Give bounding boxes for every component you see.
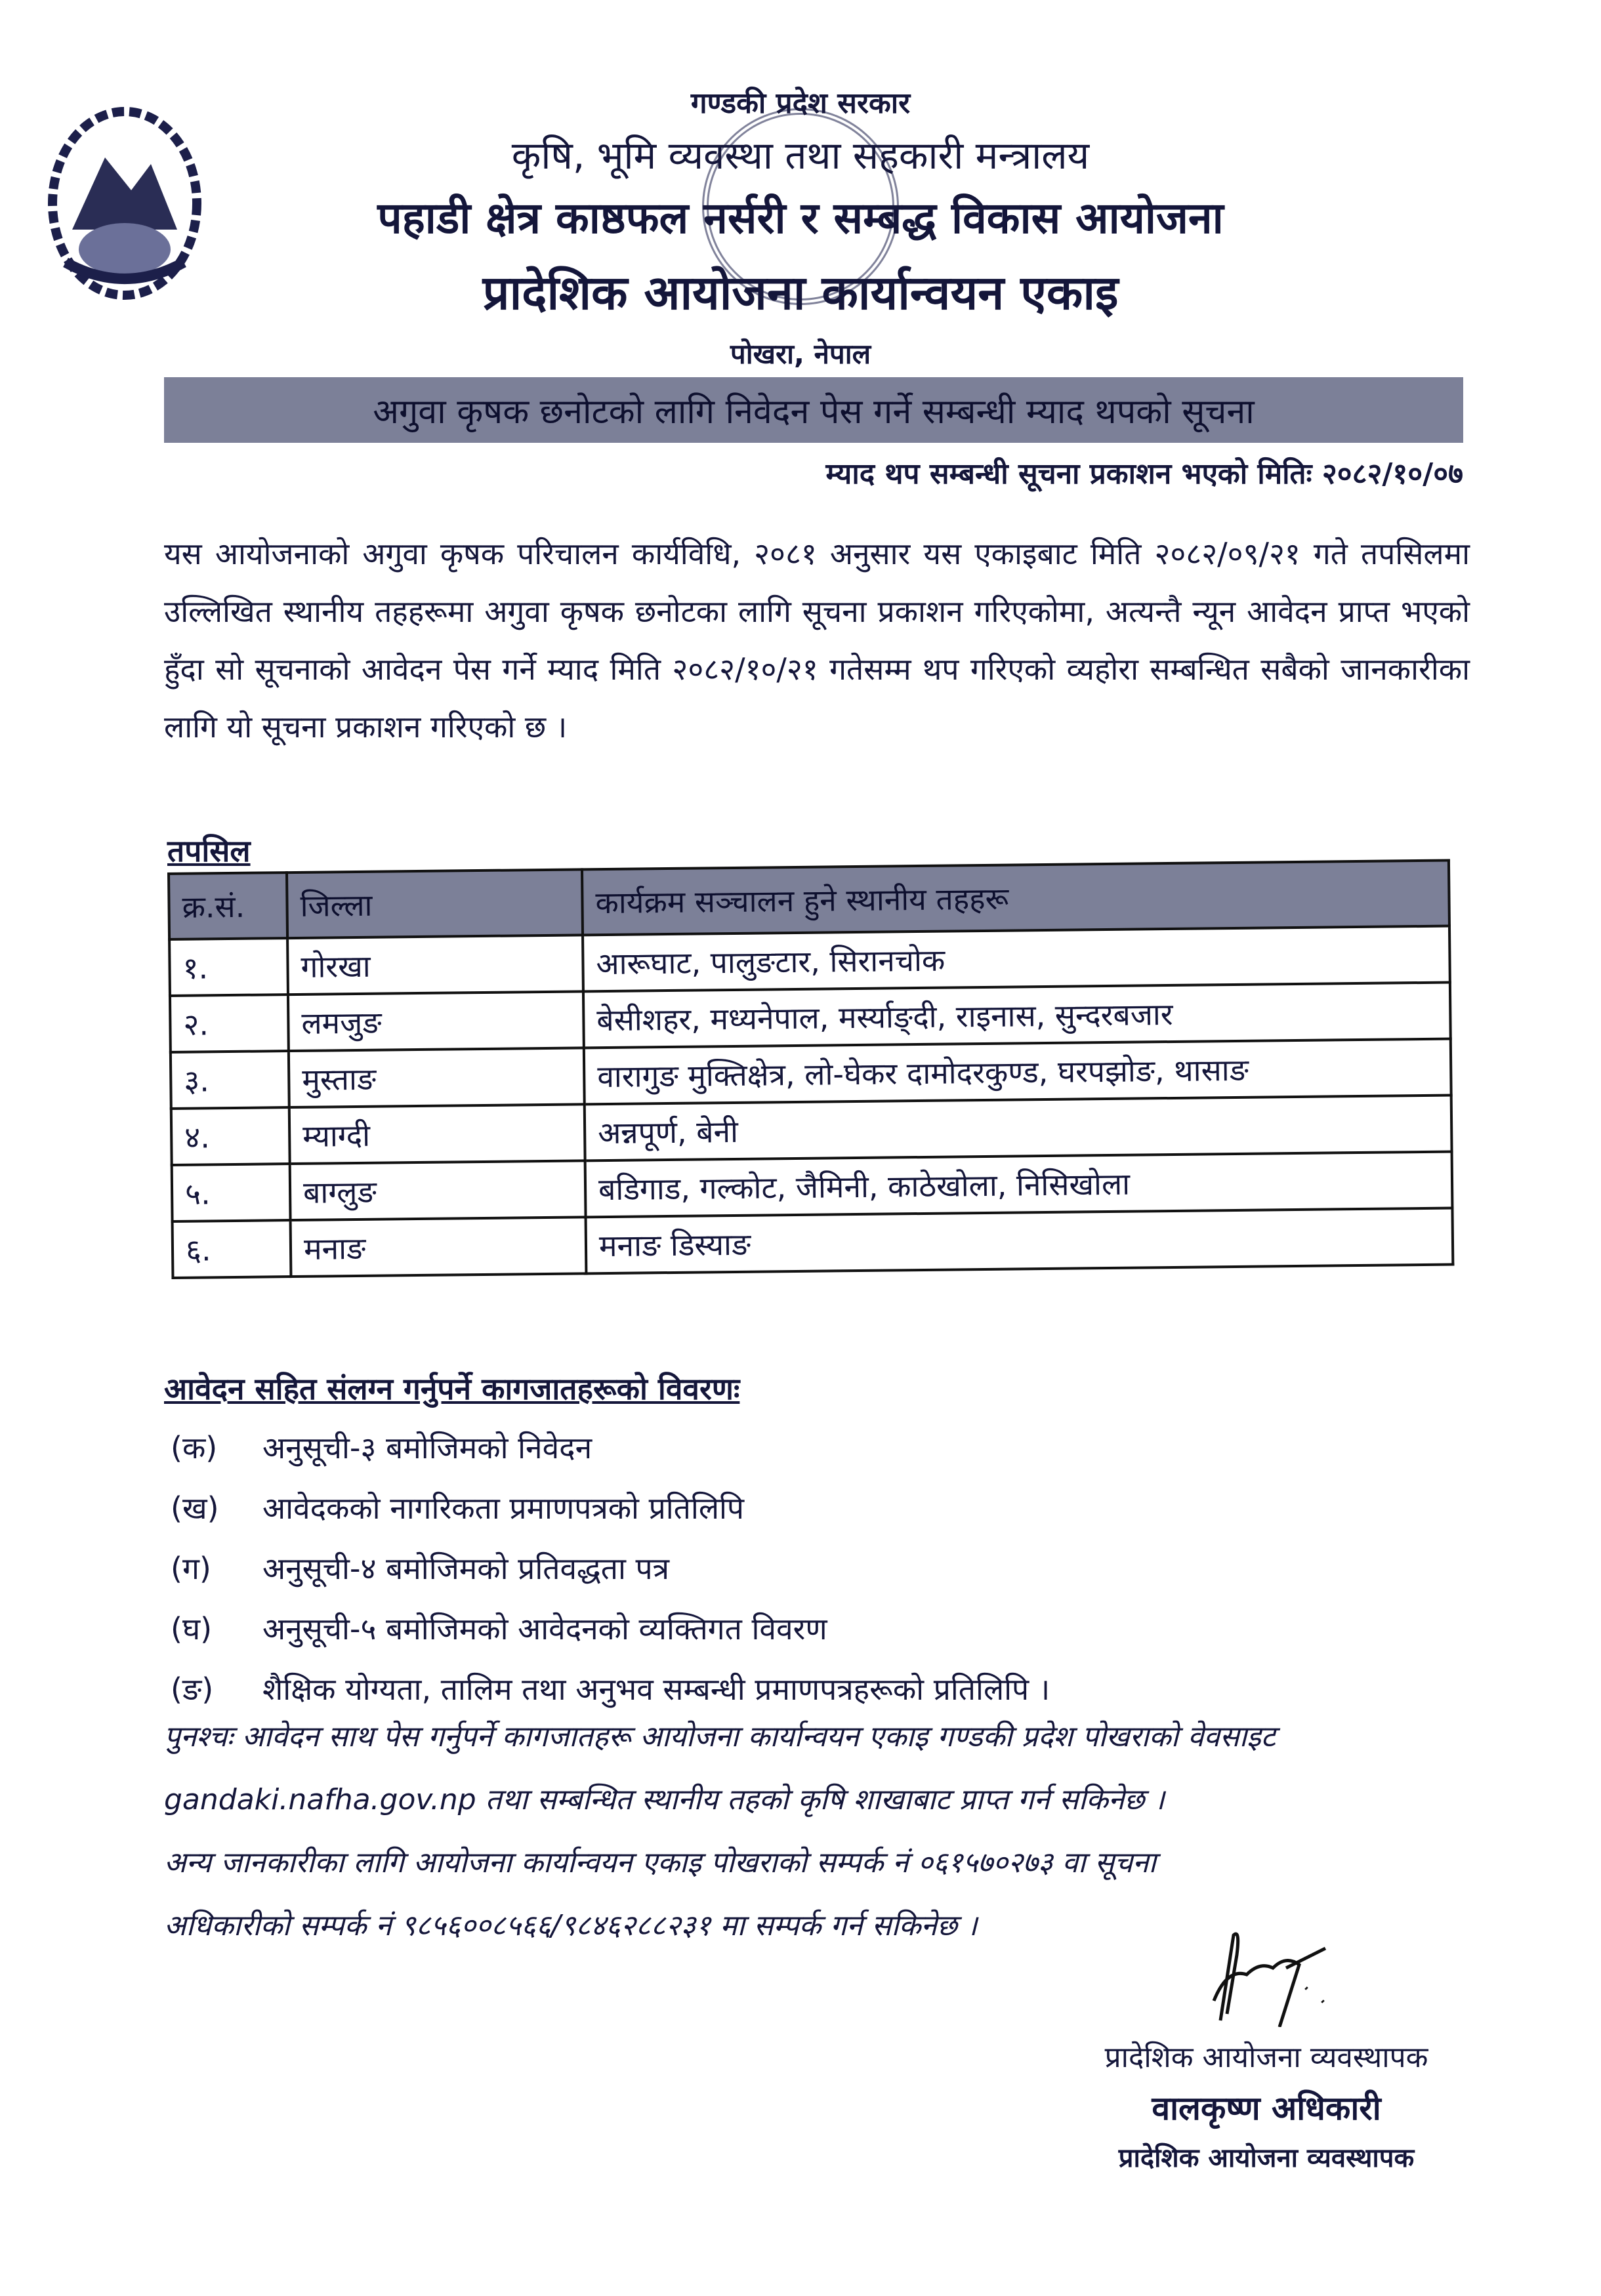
cell-district: लमजुङ	[288, 991, 584, 1051]
item-text: शैक्षिक योग्यता, तालिम तथा अनुभव सम्बन्धी प्रमाणपत्रहरूको प्रतिलिपि ।	[262, 1671, 1050, 1707]
cell-sn: ३.	[171, 1051, 289, 1109]
cell-district: गोरखा	[287, 935, 583, 994]
item-marker: (ग)	[171, 1551, 211, 1586]
cell-district: बाग्लुङ	[290, 1160, 586, 1220]
signature-block	[1063, 1929, 1470, 2175]
signatory-title: प्रादेशिक आयोजना व्यवस्थापक	[1118, 2143, 1415, 2173]
item-marker: (ङ)	[171, 1671, 214, 1707]
note-line-4: अधिकारीको सम्पर्क नं ९८५६००८५६६/९८४६२८८२३१ मा सम्पर्क गर्न सकिनेछ ।	[164, 1909, 978, 1942]
signature-icon	[1168, 1929, 1365, 2027]
cell-sn: ४.	[171, 1107, 290, 1165]
project-name: पहाडी क्षेत्र काष्ठफल नर्सरी र सम्बद्ध विकास आयोजना	[377, 193, 1224, 243]
note-line-3: अन्य जानकारीका लागि आयोजना कार्यान्वयन एकाइ पोखराको सम्पर्क नं ०६१५७०२७३ वा सूचना	[164, 1846, 1156, 1879]
column-header-sn: क्र.सं.	[169, 872, 287, 939]
cell-local-levels: अन्नपूर्ण, बेनी	[585, 1096, 1452, 1161]
cell-district: म्याग्दी	[289, 1104, 585, 1164]
item-text: अनुसूची-५ बमोजिमको आवेदनको व्यक्तिगत विवरण	[262, 1611, 827, 1647]
notice-title-banner	[164, 377, 1463, 443]
government-name: गण्डकी प्रदेश सरकार	[690, 87, 911, 120]
documents-list	[171, 1427, 1050, 1729]
schedule-heading: तपसिल	[167, 833, 251, 869]
item-text: अनुसूची-३ बमोजिमको निवेदन	[262, 1430, 593, 1466]
item-marker: (घ)	[171, 1611, 213, 1647]
list-item	[171, 1548, 1050, 1608]
list-item	[171, 1608, 1050, 1668]
cell-sn: २.	[170, 994, 289, 1052]
item-text: आवेदकको नागरिकता प्रमाणपत्रको प्रतिलिपि	[262, 1490, 745, 1526]
item-marker: (क)	[171, 1430, 218, 1466]
notice-title: अगुवा कृषक छनोटको लागि निवेदन पेस गर्ने सम्बन्धी म्याद थपको सूचना	[373, 392, 1255, 432]
list-item	[171, 1487, 1050, 1548]
signatory-title-handwritten: प्रादेशिक आयोजना व्यवस्थापक	[1104, 2041, 1428, 2074]
website-link[interactable]: gandaki.nafha.gov.np	[164, 1783, 476, 1816]
documents-heading: आवेदन सहित संलग्न गर्नुपर्ने कागजातहरूको विवरणः	[164, 1371, 740, 1406]
cell-district: मनाङ	[291, 1217, 587, 1277]
city-name: पोखरा, नेपाल	[730, 338, 871, 370]
column-header-local-levels: कार्यक्रम सञ्चालन हुने स्थानीय तहहरू	[582, 861, 1449, 935]
cell-sn: ५.	[172, 1164, 291, 1221]
cell-local-levels: मनाङ डिस्याङ	[586, 1208, 1453, 1274]
notice-body: यस आयोजनाको अगुवा कृषक परिचालन कार्यविधि, २०८१ अनुसार यस एकाइबाट मिति २०८२/०९/२१ गते तपसिलमा उल्लिखित स्थानीय तहहरूमा अगुवा कृषक छनोटका लागि सूचना प्रकाशन गरिएकोमा, अत्यन्तै न्यून आवेदन प्राप्त भएको हुँदा सो सूचनाको आवेदन पेस गर्ने म्याद मिति २०८२/१०/२१ गतेसम्म थप गरिएको व्यहोरा सम्बन्धित सबैको जानकारीका लागि यो सूचना प्रकाशन गरिएको छ ।	[164, 536, 1470, 745]
unit-name: प्रादेशिक आयोजना कार्यान्वयन एकाइ	[482, 265, 1119, 320]
item-text: अनुसूची-४ बमोजिमको प्रतिवद्धता पत्र	[262, 1551, 670, 1586]
publication-date: म्याद थप सम्बन्धी सूचना प्रकाशन भएको मितिः २०८२/१०/०७	[825, 457, 1463, 491]
column-header-district: जिल्ला	[287, 869, 583, 938]
cell-local-levels: वारागुङ मुक्तिक्षेत्र, लो-घेकर दामोदरकुण्ड, घरपझोङ, थासाङ	[584, 1039, 1451, 1105]
list-item	[171, 1427, 1050, 1487]
note-line-2-text: तथा सम्बन्धित स्थानीय तहको कृषि शाखाबाट प्राप्त गर्न सकिनेछ ।	[476, 1783, 1165, 1816]
cell-local-levels: बेसीशहर, मध्यनेपाल, मर्स्याङ्दी, राइनास, सुन्दरबजार	[583, 983, 1451, 1048]
cell-local-levels: बडिगाड, गल्कोट, जैमिनी, काठेखोला, निसिखोला	[585, 1152, 1453, 1218]
cell-district: मुस्ताङ	[289, 1048, 585, 1107]
schedule-table	[167, 859, 1454, 1279]
signatory-name: वालकृष्ण अधिकारी	[1152, 2089, 1381, 2127]
note-line-1: पुनश्चः आवेदन साथ पेस गर्नुपर्ने कागजातहरू आयोजना कार्यान्वयन एकाइ गण्डकी प्रदेश पोखराको वेवसाइट	[164, 1720, 1276, 1753]
note-line-2	[164, 1769, 1470, 1832]
cell-local-levels: आरूघाट, पालुङटार, सिरानचोक	[583, 926, 1450, 992]
ministry-name: कृषि, भूमि व्यवस्था तथा सहकारी मन्त्रालय	[511, 133, 1090, 178]
cell-sn: ६.	[173, 1220, 291, 1278]
cell-sn: १.	[169, 938, 288, 996]
item-marker: (ख)	[171, 1490, 219, 1526]
postscript-note	[164, 1706, 1470, 1958]
